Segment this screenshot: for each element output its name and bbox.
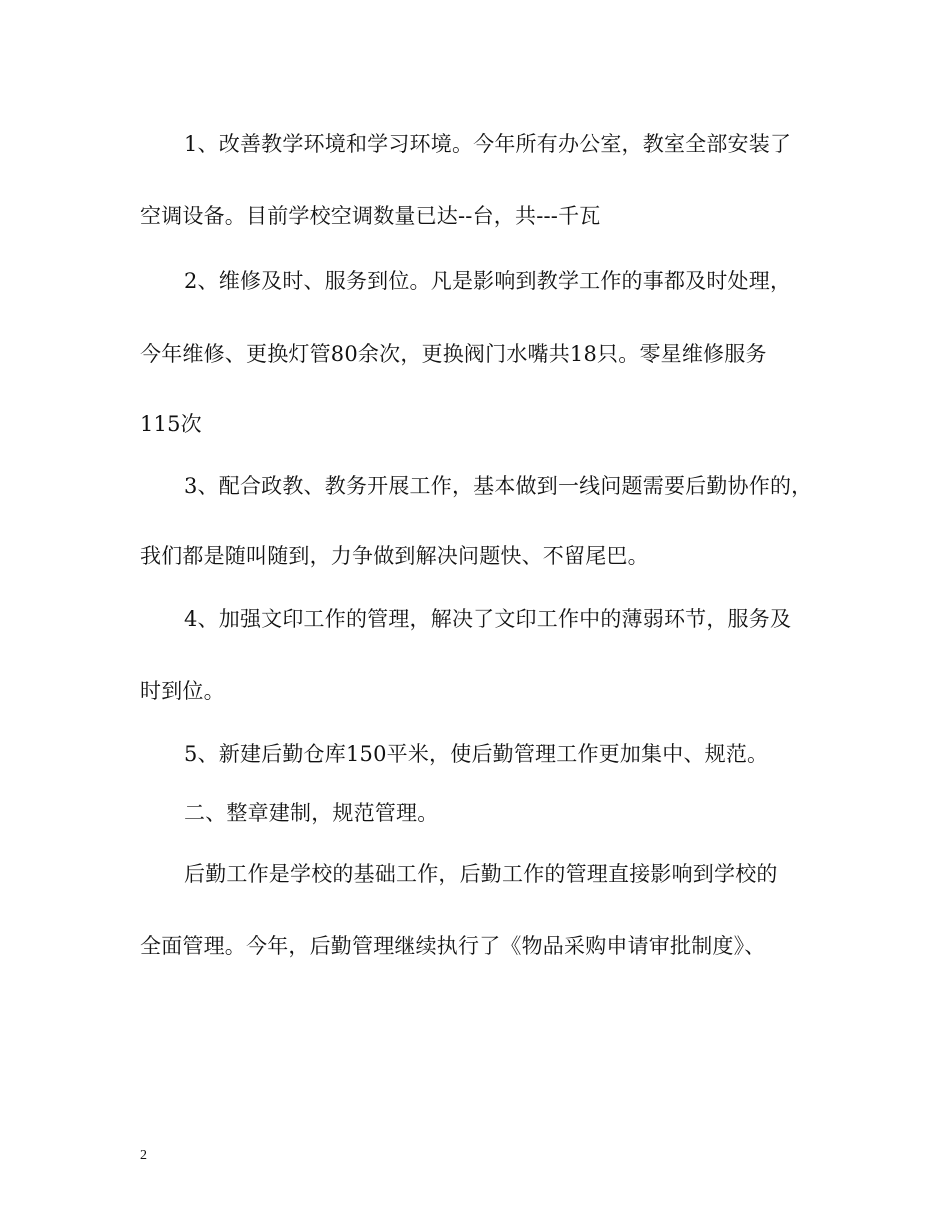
paragraph-line: 2、维修及时、服务到位。凡是影响到教学工作的事都及时处理， bbox=[184, 269, 792, 293]
paragraph-line: 115次 bbox=[140, 412, 202, 436]
paragraph-line: 后勤工作是学校的基础工作，后勤工作的管理直接影响到学校的 bbox=[184, 862, 778, 886]
paragraph-line: 全面管理。今年，后勤管理继续执行了《物品采购申请审批制度》、 bbox=[140, 934, 766, 958]
paragraph-line: 今年维修、更换灯管80余次，更换阀门水嘴共18只。零星维修服务 bbox=[140, 342, 767, 366]
paragraph-line: 时到位。 bbox=[140, 679, 225, 703]
paragraph-line: 1、改善教学环境和学习环境。今年所有办公室，教室全部安装了 bbox=[184, 132, 792, 156]
paragraph-line: 4、加强文印工作的管理，解决了文印工作中的薄弱环节，服务及 bbox=[184, 607, 792, 631]
paragraph-line: 5、新建后勤仓库150平米，使后勤管理工作更加集中、规范。 bbox=[184, 742, 769, 766]
section-heading: 二、整章建制，规范管理。 bbox=[184, 801, 439, 825]
page-number: 2 bbox=[140, 1148, 147, 1163]
paragraph-line: 3、配合政教、教务开展工作，基本做到一线问题需要后勤协作的， bbox=[184, 474, 813, 498]
paragraph-line: 我们都是随叫随到，力争做到解决问题快、不留尾巴。 bbox=[140, 544, 649, 568]
paragraph-line: 空调设备。目前学校空调数量已达--台，共---千瓦 bbox=[140, 204, 601, 228]
